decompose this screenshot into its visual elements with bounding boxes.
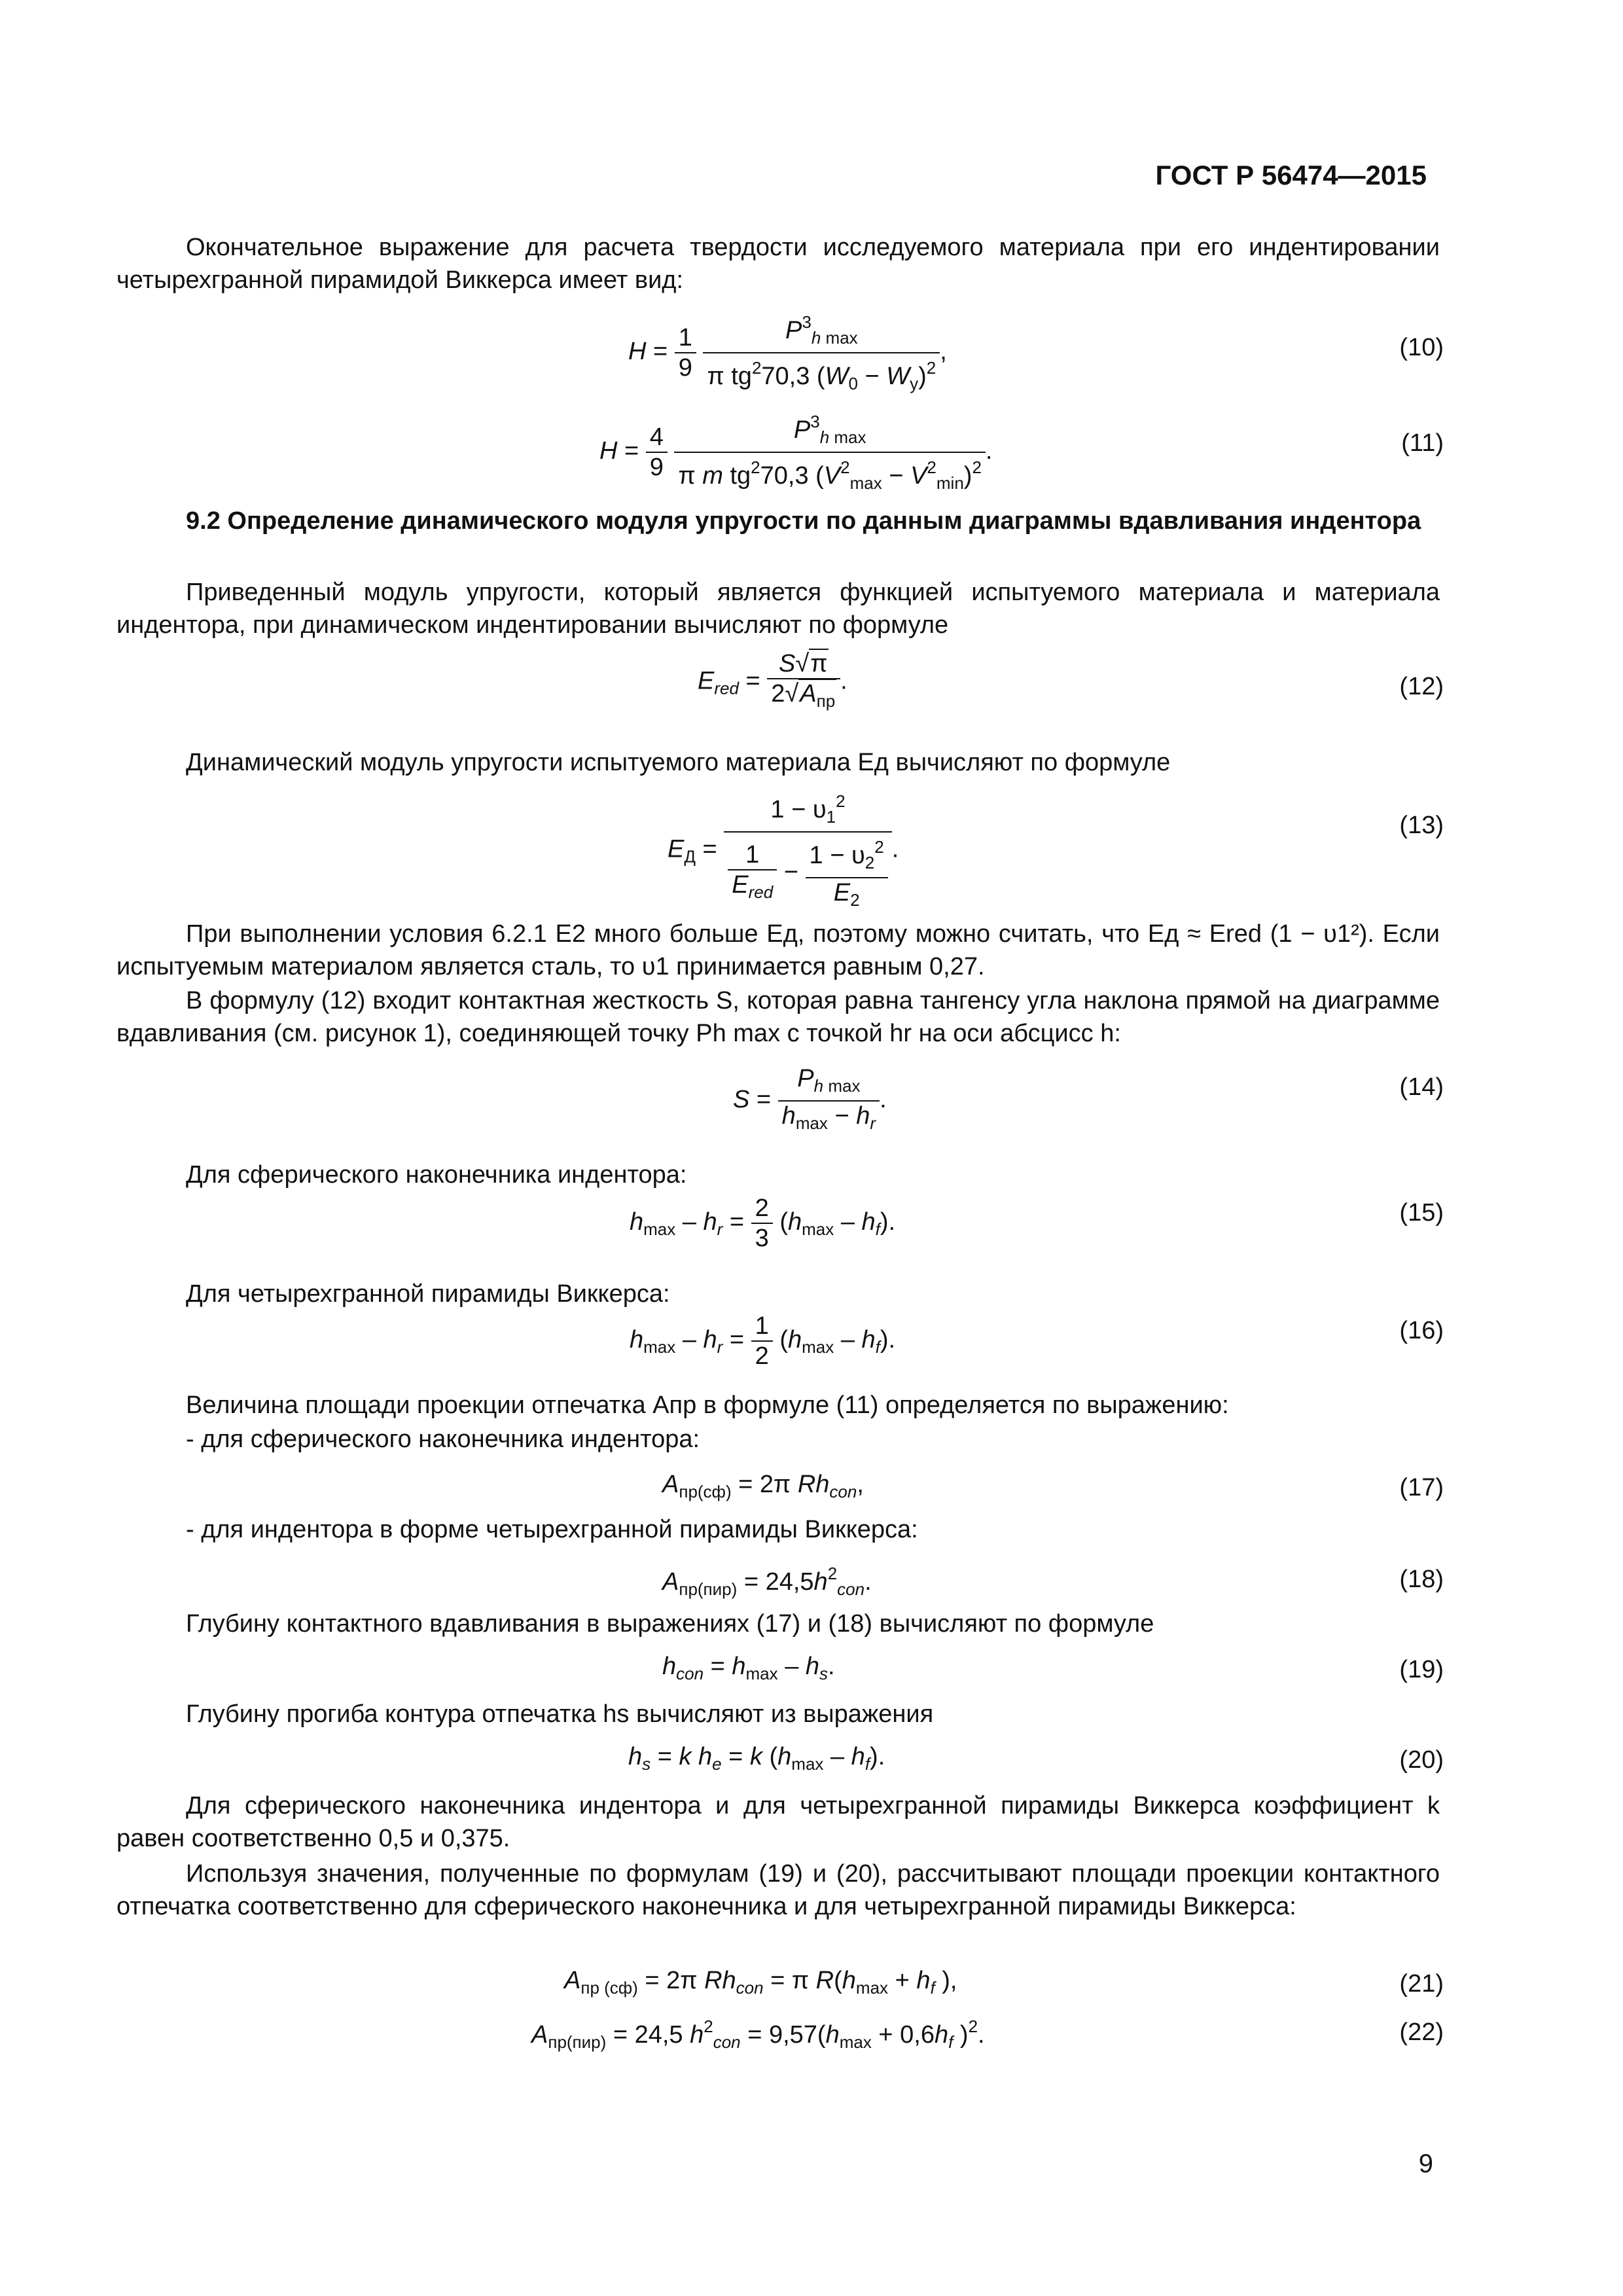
paragraph-vickers-pyramid: Для четырехгранной пирамиды Виккерса:: [186, 1280, 670, 1308]
section-heading-9-2: 9.2 Определение динамического модуля упругости по данным диаграммы вдавливания индентора: [186, 507, 1421, 535]
equation-20: $h_s = k$ $h_e = k$ $(h_{max} - h_f)$.: [628, 1743, 885, 1774]
equation-number-16: (16): [1399, 1317, 1444, 1344]
paragraph-projection-area: Величина площади проекции отпечатка Aпр в формуле (11) определяется по выражению:: [186, 1391, 1229, 1419]
equation-number-20: (20): [1399, 1746, 1444, 1774]
equation-number-19: (19): [1399, 1656, 1444, 1683]
equation-22: $A_{пр(пир)} = 24,5$ $h^2_{con} = 9,57(h_{max} + 0,6h_f$ )$^2$.: [531, 2017, 985, 2052]
paragraph-sphere-case: - для сферического наконечника индентора:: [186, 1426, 700, 1453]
equation-21: $A_{пр (сф)} = 2\pi$ $Rh_{con} = \pi$ $R(h_{max} + h_f$ ),: [564, 1967, 957, 1998]
page-number: 9: [1418, 2149, 1433, 2178]
equation-18: $A_{пр(пир)} = 24,5h^2_{con}$.: [662, 1564, 872, 1599]
equation-14: S = $\frac{P_{h max}}{h_{max} - h_r}$ .: [733, 1064, 887, 1138]
equation-number-21: (21): [1399, 1970, 1444, 1998]
equation-12: $E_{red}$ = $\frac{S√\pi}{2√A_{пр}}$ .: [698, 649, 847, 715]
paragraph-condition-steel: При выполнении условия 6.2.1 E2 много больше Eд, поэтому можно считать, что Eд ≈ Ered (1 − υ1²). Если испытуемым материалом является сталь, то υ1 принимается равным 0,27.: [116, 920, 1440, 980]
equation-16: $h_{max} - h_r$ = $\frac{1}{2}$ $(h_{max} - h_f)$.: [630, 1312, 896, 1370]
equation-number-22: (22): [1399, 2018, 1444, 2046]
document-id-header: ГОСТ Р 56474—2015: [1155, 160, 1427, 190]
paragraph-contact-stiffness: В формулу (12) входит контактная жесткость S, которая равна тангенсу угла наклона прямой на диаграмме вдавливания (см. рисунок 1), соединяющей точку Ph max с точкой hr на оси абсцисс h:: [116, 987, 1440, 1047]
paragraph-sphere-tip: Для сферического наконечника индентора:: [186, 1161, 687, 1189]
equation-number-17: (17): [1399, 1474, 1444, 1501]
paragraph-projection-calc: Используя значения, полученные по формулам (19) и (20), рассчитывают площади проекции контактного отпечатка соответственно для сферического наконечника и для четырехгранной пирамиды Виккерса:: [116, 1860, 1440, 1920]
equation-15: $h_{max} - h_r$ = $\frac{2}{3}$ $(h_{max} - h_f)$.: [630, 1194, 896, 1252]
equation-number-10: (10): [1399, 334, 1444, 361]
paragraph-deflection-depth: Глубину прогиба контура отпечатка hs вычисляют из выражения: [186, 1700, 934, 1728]
equation-19: $h_{con} = h_{max} - h_s$.: [662, 1653, 835, 1683]
equation-number-14: (14): [1399, 1073, 1444, 1101]
paragraph-pyramid-case: - для индентора в форме четырехгранной пирамиды Виккерса:: [186, 1516, 918, 1543]
equation-number-15: (15): [1399, 1199, 1444, 1227]
paragraph-reduced-modulus: Приведенный модуль упругости, который является функцией испытуемого материала и материала индентора, при динамическом индентировании вычисляют по формуле: [116, 579, 1440, 639]
paragraph-hardness-intro: Окончательное выражение для расчета твердости исследуемого материала при его индентировании четырехгранной пирамидой Виккерса имеет вид:: [116, 234, 1440, 294]
equation-number-12: (12): [1399, 673, 1444, 700]
equation-13: $E_Д$ = $1 - \upsilon_1^2$ $\frac{1}{E_{red}}$ − $\frac{1 - \upsilon_2^2}{E_2}$ .: [668, 787, 899, 914]
equation-number-13: (13): [1399, 812, 1444, 839]
equation-10: H = $\frac{1}{9}$ $\frac{P^3_{h max}}{\pi tg^270,3 (W_0 - W_y)^2}$ ,: [628, 308, 947, 398]
equation-11: H = $\frac{4}{9}$ $\frac{P^3_{h max}}{\pi m tg^270,3 (V^2_{max} - V^2_{min})^2}$ .: [599, 407, 992, 497]
paragraph-contact-depth: Глубину контактного вдавливания в выражениях (17) и (18) вычисляют по формуле: [186, 1610, 1154, 1638]
paragraph-coefficient-k: Для сферического наконечника индентора и для четырехгранной пирамиды Виккерса коэффициент k равен соответственно 0,5 и 0,375.: [116, 1792, 1440, 1852]
paragraph-dynamic-modulus: Динамический модуль упругости испытуемого материала Eд вычисляют по формуле: [186, 749, 1171, 776]
equation-17: $A_{пр(сф)} = 2\pi$ $Rh_{con}$,: [662, 1471, 864, 1501]
equation-number-18: (18): [1399, 1566, 1444, 1593]
equation-number-11: (11): [1401, 429, 1444, 457]
